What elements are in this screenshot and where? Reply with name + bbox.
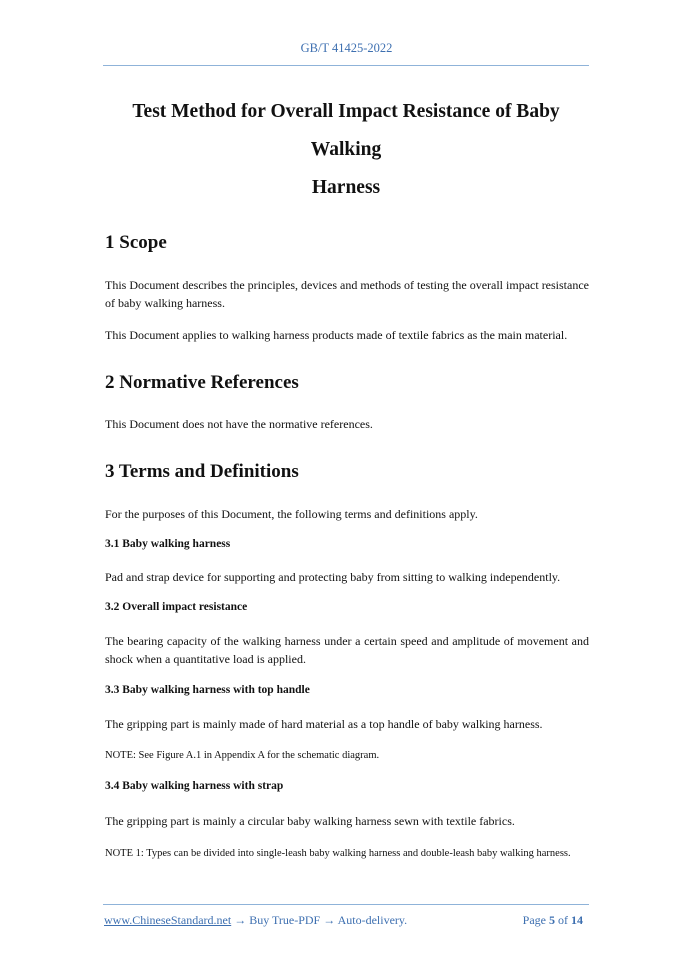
term-definition-3-4: The gripping part is mainly a circular baby walking harness sewn with textile fabrics. [105, 814, 515, 828]
title-line-2: Harness [311, 177, 381, 198]
of-label: of [558, 913, 568, 927]
term-definition-3-2: The bearing capacity of the walking harness under a certain speed and amplitude of movement and shock when a quantitative load is applied. [105, 634, 589, 666]
title-line-1: Test Method for Overall Impact Resistance of Baby Walking [132, 101, 560, 160]
page-indicator [523, 913, 583, 928]
term-note-3-3: NOTE: See Figure A.1 in Appendix A for the schematic diagram. [105, 750, 380, 761]
term-note-3-4: NOTE 1: Types can be divided into single-leash baby walking harness and double-leash baby walking harness. [105, 848, 571, 859]
document-title [103, 93, 589, 207]
page-total: 14 [571, 913, 583, 927]
header-divider [103, 65, 589, 66]
term-definition-3-1: Pad and strap device for supporting and protecting baby from sitting to walking independently. [105, 570, 561, 584]
term-heading-3-3: 3.3 Baby walking harness with top handle [105, 684, 310, 696]
term-heading-3-1: 3.1 Baby walking harness [105, 538, 231, 550]
footer-divider [103, 904, 589, 905]
arrow-right-icon: → [323, 913, 336, 927]
term-heading-3-4: 3.4 Baby walking harness with strap [105, 780, 284, 792]
term-heading-3-2: 3.2 Overall impact resistance [105, 601, 248, 613]
scope-paragraph-2: This Document applies to walking harness products made of textile fabrics as the main material. [105, 328, 568, 342]
section-heading-terms: 3 Terms and Definitions [105, 461, 299, 482]
buy-true-pdf-text: Buy True-PDF [249, 913, 321, 927]
section-heading-normative-references: 2 Normative References [105, 372, 299, 393]
section-heading-scope: 1 Scope [105, 232, 167, 253]
terms-intro: For the purposes of this Document, the following terms and definitions apply. [105, 507, 478, 521]
auto-delivery-text: Auto-delivery. [337, 913, 408, 927]
chinesestandard-link[interactable]: www.ChineseStandard.net [104, 913, 232, 927]
term-definition-3-3: The gripping part is mainly made of hard material as a top handle of baby walking harness. [105, 717, 543, 731]
scope-paragraph-1: This Document describes the principles, devices and methods of testing the overall impact resistance of baby walking harness. [105, 278, 589, 310]
arrow-right-icon: → [234, 913, 247, 927]
page-label: Page [522, 913, 546, 927]
normative-paragraph: This Document does not have the normative references. [105, 417, 373, 431]
footer-links [104, 913, 407, 928]
page-number: 5 [549, 913, 555, 927]
header-standard-code: GB/T 41425-2022 [300, 41, 393, 55]
